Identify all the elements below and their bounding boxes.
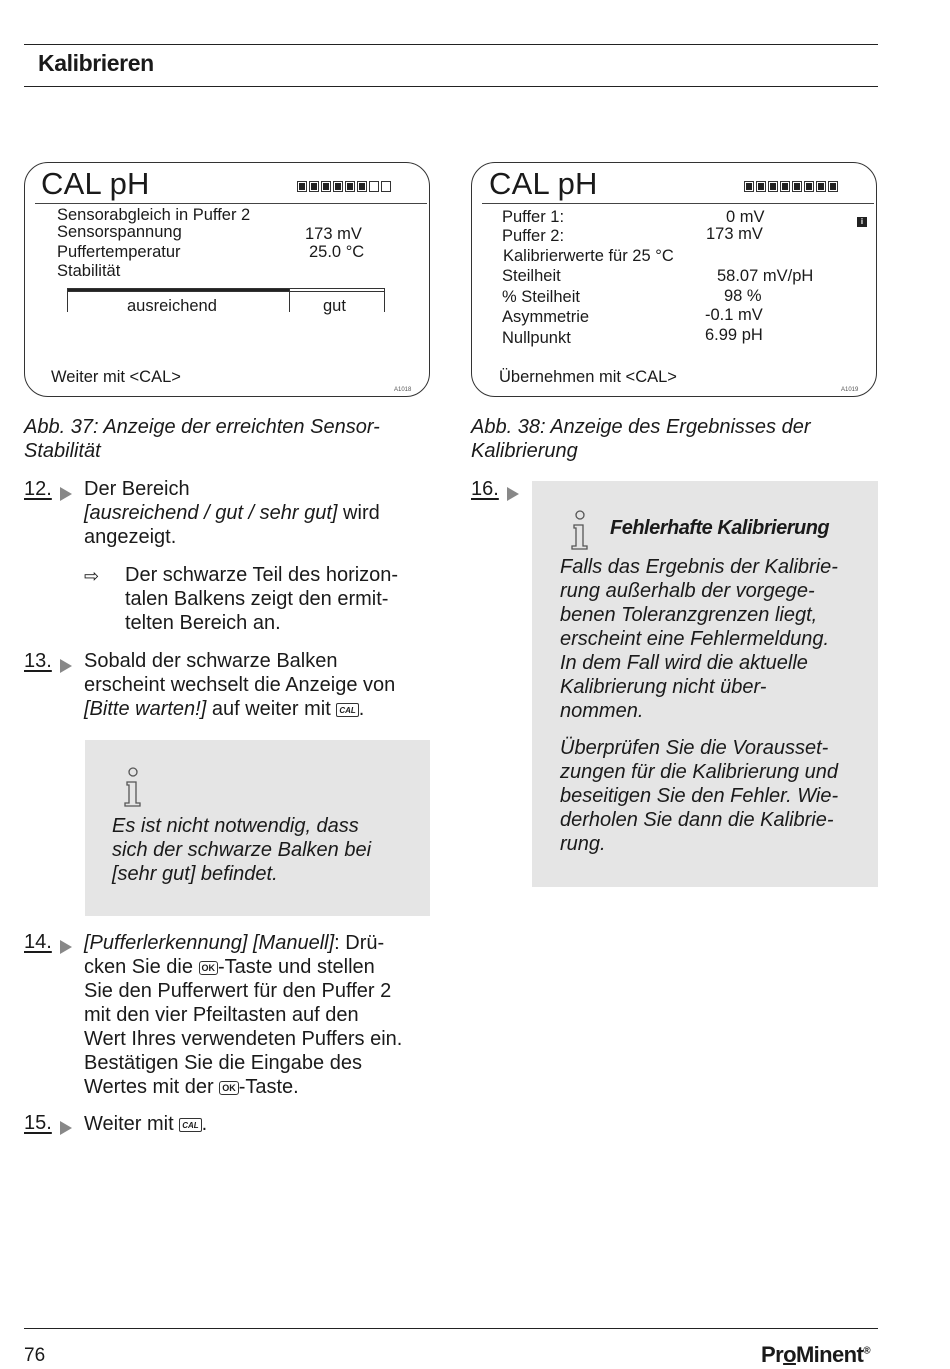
segment-indicator	[357, 181, 367, 192]
step-arrow-icon	[507, 487, 519, 501]
text-line: erscheint eine Fehlermeldung.	[560, 628, 830, 650]
text-line: Der schwarze Teil des horizon-	[125, 564, 399, 586]
text-span: -Taste.	[238, 1076, 299, 1098]
bar-tick	[289, 288, 290, 312]
text-line	[84, 1075, 402, 1099]
slope-value: 58.07 mV/pH	[717, 267, 814, 285]
display-divider	[482, 203, 874, 204]
figure-caption-37	[24, 415, 380, 463]
text-span: cken Sie die	[84, 956, 199, 978]
note-title: Fehlerhafte Kalibrierung	[610, 517, 830, 539]
zero-point-value: 6.99 pH	[705, 326, 763, 344]
bar-label-sufficient: ausreichend	[127, 297, 217, 315]
segment-indicator	[744, 181, 754, 192]
note-paragraph	[560, 736, 838, 856]
text-line: nommen.	[560, 700, 644, 722]
caption-line: Stabilität	[24, 440, 101, 462]
segment-indicator	[828, 181, 838, 192]
text-span: -Taste und stellen	[218, 956, 375, 978]
logo-text: o	[783, 1342, 796, 1367]
step-12-result	[125, 563, 398, 635]
text-line: talen Balkens zeigt den ermit-	[125, 588, 389, 610]
bar-tick	[67, 288, 68, 312]
text-line: Kalibrierung nicht über-	[560, 676, 767, 698]
cal-key-icon: CAL	[179, 1118, 201, 1132]
step-arrow-icon	[60, 659, 72, 673]
text-line: Überprüfen Sie die Vorausset-	[560, 737, 829, 759]
sensor-voltage-value: 173 mV	[305, 225, 362, 243]
segment-indicator	[381, 181, 391, 192]
figure-caption-38	[471, 415, 810, 463]
text-line: erscheint wechselt die Anzeige von	[84, 674, 396, 696]
slope-percent-value: 98 %	[724, 287, 762, 305]
step-arrow-icon	[60, 1121, 72, 1135]
brand-logo	[761, 1342, 870, 1368]
logo-text: ®	[863, 1345, 870, 1357]
step-15-text	[84, 1112, 207, 1136]
display-calibration-result	[471, 162, 877, 397]
display-title: CAL pH	[41, 166, 150, 201]
footer-rule	[24, 1328, 878, 1329]
stability-segments	[744, 181, 838, 192]
text-line: Der Bereich	[84, 478, 190, 500]
text-span: auf weiter mit	[206, 698, 337, 720]
step-number: 15.	[24, 1112, 52, 1134]
menu-path: [Pufferlerkennung] [Manuell]	[84, 932, 335, 954]
step-number: 12.	[24, 478, 52, 500]
segment-indicator	[792, 181, 802, 192]
text-line: benen Toleranzgrenzen liegt,	[560, 604, 818, 626]
segment-indicator	[369, 181, 379, 192]
text-line: Bestätigen Sie die Eingabe des	[84, 1052, 362, 1074]
header-rule-top	[24, 44, 878, 45]
text-span: .	[358, 698, 365, 720]
caption-line: Abb. 38: Anzeige des Ergebnisses der	[471, 416, 811, 438]
step-14-text	[84, 931, 402, 1099]
bar-label-good: gut	[323, 297, 346, 315]
page-title: Kalibrieren	[38, 50, 154, 76]
display-sensor-stability	[24, 162, 430, 397]
text-line: Sie den Pufferwert für den Puffer 2	[84, 980, 392, 1002]
text-span: .	[201, 1113, 208, 1135]
text-line: Es ist nicht notwendig, dass	[112, 815, 359, 837]
text-line: angezeigt.	[84, 526, 177, 548]
buffer1-value: 0 mV	[726, 208, 765, 226]
segment-indicator	[345, 181, 355, 192]
display-label: Nullpunkt	[502, 329, 571, 347]
segment-indicator	[804, 181, 814, 192]
display-label: Puffer 1:	[502, 208, 565, 226]
buffer2-value: 173 mV	[706, 225, 763, 243]
stability-bar	[67, 288, 385, 315]
text-line	[84, 501, 380, 525]
menu-path: [ausreichend / gut / sehr gut]	[84, 502, 338, 524]
info-icon	[568, 509, 592, 551]
text-line: In dem Fall wird die aktuelle	[560, 652, 808, 674]
info-icon	[121, 766, 145, 808]
figure-code: A1018	[394, 387, 412, 393]
text-line: Falls das Ergebnis der Kalibrie-	[560, 556, 838, 578]
text-line: Sobald der schwarze Balken	[84, 650, 338, 672]
text-line: rung außerhalb der vorgege-	[560, 580, 815, 602]
text-span: : Drü-	[334, 932, 385, 954]
note-paragraph	[560, 555, 838, 723]
segment-indicator	[333, 181, 343, 192]
display-label: Puffer 2:	[502, 227, 565, 245]
warning-note-box	[532, 481, 878, 887]
logo-text: Pr	[761, 1342, 784, 1367]
bar-tick	[384, 288, 385, 312]
ok-key-icon: OK	[199, 961, 219, 975]
ok-key-icon: OK	[219, 1081, 239, 1095]
text-span: Weiter mit	[84, 1113, 180, 1135]
text-line	[84, 955, 402, 979]
note-text	[112, 814, 371, 886]
info-icon: i	[857, 217, 867, 227]
step-number: 13.	[24, 650, 52, 672]
display-line: Puffertemperatur	[57, 243, 181, 261]
display-line: Sensorabgleich in Puffer 2	[57, 206, 251, 224]
menu-path: [Bitte warten!]	[84, 698, 207, 720]
asymmetry-value: -0.1 mV	[705, 306, 763, 324]
display-footer: Weiter mit <CAL>	[51, 368, 181, 386]
cal-key-icon: CAL	[336, 703, 358, 717]
figure-code: A1019	[841, 387, 859, 393]
text-span: wird	[337, 502, 380, 524]
display-line: Stabilität	[57, 262, 121, 280]
step-12-text	[84, 477, 380, 549]
text-line: telten Bereich an.	[125, 612, 281, 634]
buffer-temperature-value: 25.0 °C	[309, 243, 365, 261]
segment-indicator	[816, 181, 826, 192]
logo-text: Minent	[795, 1342, 864, 1367]
segment-indicator	[768, 181, 778, 192]
segment-indicator	[309, 181, 319, 192]
step-number: 14.	[24, 931, 52, 953]
step-number: 16.	[471, 478, 499, 500]
text-line	[84, 931, 402, 955]
caption-line: Abb. 37: Anzeige der erreichten Sensor-	[24, 416, 380, 438]
display-label: Steilheit	[502, 267, 561, 285]
display-title: CAL pH	[489, 166, 598, 201]
text-line: mit den vier Pfeiltasten auf den	[84, 1004, 359, 1026]
stability-bar-frame	[67, 288, 385, 292]
display-divider	[35, 203, 427, 204]
text-line: Wert Ihres verwendeten Puffers ein.	[84, 1028, 403, 1050]
caption-line: Kalibrierung	[471, 440, 578, 462]
text-line: sich der schwarze Balken bei	[112, 839, 372, 861]
text-line	[84, 697, 395, 721]
display-line: Sensorspannung	[57, 223, 182, 241]
segment-indicator	[780, 181, 790, 192]
segment-indicator	[756, 181, 766, 192]
text-line: rung.	[560, 833, 606, 855]
segment-indicator	[321, 181, 331, 192]
display-label: % Steilheit	[502, 288, 580, 306]
text-line: [sehr gut] befindet.	[112, 863, 278, 885]
display-label: Asymmetrie	[502, 308, 590, 326]
step-13-text	[84, 649, 395, 721]
note-box	[85, 740, 430, 916]
text-line: beseitigen Sie den Fehler. Wie-	[560, 785, 839, 807]
stability-segments	[297, 181, 391, 192]
text-line: zungen für die Kalibrierung und	[560, 761, 838, 783]
display-label: Kalibrierwerte für 25 °C	[503, 247, 674, 265]
page-number: 76	[24, 1345, 46, 1366]
step-arrow-icon	[60, 940, 72, 954]
text-line: derholen Sie dann die Kalibrie-	[560, 809, 834, 831]
segment-indicator	[297, 181, 307, 192]
display-footer: Übernehmen mit <CAL>	[499, 368, 677, 386]
step-arrow-icon	[60, 487, 72, 501]
text-span: Wertes mit der	[84, 1076, 220, 1098]
result-arrow-icon: ⇨	[84, 566, 100, 586]
header-rule-bottom	[24, 86, 878, 87]
